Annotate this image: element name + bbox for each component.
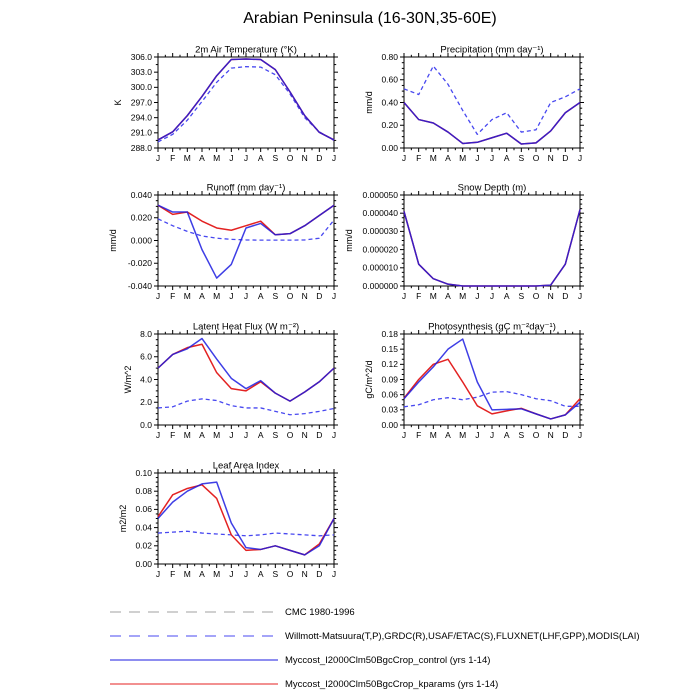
x-tick-label: N xyxy=(547,430,554,440)
legend-label-kparams: Myccost_I2000Clm50BgcCrop_kparams (yrs 1-14) xyxy=(285,679,499,690)
x-tick-label: D xyxy=(316,291,323,301)
x-tick-label: M xyxy=(183,153,191,163)
series-line-obs xyxy=(404,66,580,134)
y-axis-label: m2/m2 xyxy=(118,504,128,533)
series-line-control xyxy=(158,205,334,278)
x-tick-label: A xyxy=(257,291,264,301)
panel-temperature xyxy=(113,45,338,164)
series-line-control xyxy=(158,482,334,555)
series-line-obs xyxy=(158,67,334,142)
x-tick-label: J xyxy=(331,569,337,579)
legend xyxy=(110,607,640,690)
plot-frame xyxy=(158,334,334,425)
x-tick-label: J xyxy=(475,291,480,301)
y-tick-label: 0.02 xyxy=(135,540,152,551)
legend-item-kparams xyxy=(110,679,498,690)
series-line-obs xyxy=(158,399,334,415)
y-tick-label: 0.18 xyxy=(381,328,398,339)
x-tick-label: N xyxy=(547,291,554,301)
y-tick-label: 0.000050 xyxy=(362,189,398,200)
x-tick-label: J xyxy=(229,430,234,440)
x-tick-label: M xyxy=(183,569,191,579)
plot-frame xyxy=(404,334,580,425)
y-tick-label: 0.00 xyxy=(381,419,398,430)
panel-leaf-area-index xyxy=(118,461,338,580)
y-tick-label: 303.0 xyxy=(130,66,152,77)
x-tick-label: J xyxy=(489,430,495,440)
x-tick-label: J xyxy=(489,291,495,301)
y-tick-label: 288.0 xyxy=(130,142,152,153)
x-tick-label: M xyxy=(213,430,221,440)
x-tick-label: J xyxy=(331,430,337,440)
x-tick-label: J xyxy=(229,291,234,301)
y-axis-label: gC/m^2/d xyxy=(364,360,374,399)
x-tick-label: O xyxy=(286,291,294,301)
panel-snow-depth xyxy=(344,183,584,302)
panel-title: Photosynthesis (gC m⁻²day⁻¹) xyxy=(428,321,556,333)
x-tick-label: F xyxy=(416,153,422,163)
x-tick-label: J xyxy=(577,291,583,301)
x-tick-label: J xyxy=(155,291,161,301)
plot-frame xyxy=(158,57,334,148)
x-tick-label: M xyxy=(459,291,467,301)
x-tick-label: M xyxy=(429,291,437,301)
x-tick-label: N xyxy=(301,291,308,301)
panel-photosynthesis xyxy=(364,322,584,441)
y-tick-label: 0.09 xyxy=(381,374,398,385)
y-tick-label: 4.0 xyxy=(140,374,152,385)
x-tick-label: N xyxy=(301,430,308,440)
x-tick-label: A xyxy=(503,291,510,301)
x-tick-label: J xyxy=(401,291,407,301)
x-tick-label: A xyxy=(503,430,510,440)
x-tick-label: S xyxy=(272,430,279,440)
x-tick-label: F xyxy=(416,291,422,301)
y-axis-label: mm/d xyxy=(364,91,374,114)
x-tick-label: M xyxy=(213,291,221,301)
x-tick-label: A xyxy=(445,291,451,301)
y-tick-label: 0.10 xyxy=(135,467,152,478)
y-tick-label: 0.000030 xyxy=(362,226,398,237)
panel-latent-heat-flux xyxy=(123,322,338,441)
x-tick-label: S xyxy=(272,291,279,301)
y-tick-label: 0.00 xyxy=(135,558,152,569)
x-tick-label: J xyxy=(331,291,337,301)
x-tick-label: S xyxy=(272,153,279,163)
x-tick-label: J xyxy=(475,153,480,163)
x-tick-label: A xyxy=(199,569,205,579)
y-tick-label: -0.020 xyxy=(127,258,152,269)
y-tick-label: 306.0 xyxy=(130,51,152,62)
x-tick-label: A xyxy=(257,569,264,579)
panel-runoff xyxy=(108,183,338,302)
y-tick-label: 0.06 xyxy=(135,504,152,515)
x-tick-label: F xyxy=(170,153,176,163)
y-tick-label: 297.0 xyxy=(130,97,152,108)
x-tick-label: J xyxy=(229,153,234,163)
x-tick-label: O xyxy=(532,291,540,301)
x-tick-label: J xyxy=(243,291,249,301)
x-tick-label: S xyxy=(518,291,525,301)
x-tick-label: J xyxy=(489,153,495,163)
y-tick-label: 0.00 xyxy=(381,142,398,153)
x-tick-label: S xyxy=(518,153,525,163)
y-tick-label: 0.000000 xyxy=(362,280,398,291)
axis-ticks xyxy=(154,469,338,568)
y-tick-label: 0.000040 xyxy=(362,208,398,218)
legend-item-control xyxy=(110,655,490,666)
x-tick-label: M xyxy=(213,569,221,579)
x-tick-label: M xyxy=(459,153,467,163)
y-tick-label: 0.000 xyxy=(130,235,152,246)
series-line-kparams xyxy=(404,210,580,286)
y-tick-label: 0.04 xyxy=(135,522,152,533)
x-tick-label: D xyxy=(562,291,569,301)
y-tick-label: 0.20 xyxy=(381,120,398,131)
y-tick-label: 0.000010 xyxy=(362,262,398,273)
x-tick-label: D xyxy=(316,153,323,163)
x-tick-label: A xyxy=(199,291,205,301)
x-tick-label: J xyxy=(401,430,407,440)
x-tick-label: F xyxy=(416,430,422,440)
series-line-control xyxy=(404,103,580,145)
x-tick-label: J xyxy=(155,153,161,163)
x-tick-label: O xyxy=(532,430,540,440)
y-tick-label: 2.0 xyxy=(140,397,152,408)
legend-label-obs: Willmott-Matsuura(T,P),GRDC(R),USAF/ETAC(S),FLUXNET(LHF,GPP),MODIS(LAI) xyxy=(285,631,640,642)
y-axis-label: mm/d xyxy=(344,229,354,252)
y-tick-label: 8.0 xyxy=(140,328,152,339)
x-tick-label: J xyxy=(243,569,249,579)
series-line-obs xyxy=(404,392,580,407)
y-tick-label: 300.0 xyxy=(130,82,152,93)
y-tick-label: 0.80 xyxy=(381,51,398,62)
x-tick-label: A xyxy=(257,430,264,440)
legend-label-cmc: CMC 1980-1996 xyxy=(285,607,355,618)
series-line-control xyxy=(404,210,580,286)
y-tick-label: 294.0 xyxy=(130,112,152,123)
axis-ticks xyxy=(400,191,584,290)
x-tick-label: D xyxy=(316,430,323,440)
series-line-control xyxy=(158,59,334,140)
x-tick-label: F xyxy=(170,569,176,579)
x-tick-label: N xyxy=(547,153,554,163)
x-tick-label: J xyxy=(577,430,583,440)
x-tick-label: M xyxy=(459,430,467,440)
y-tick-label: 0.40 xyxy=(381,97,398,108)
x-tick-label: J xyxy=(331,153,337,163)
panel-title: 2m Air Temperature (°K) xyxy=(195,44,297,56)
series-line-kparams xyxy=(158,344,334,401)
x-tick-label: N xyxy=(301,153,308,163)
x-tick-label: A xyxy=(445,430,451,440)
x-tick-label: O xyxy=(532,153,540,163)
x-tick-label: N xyxy=(301,569,308,579)
x-tick-label: A xyxy=(257,153,264,163)
x-tick-label: F xyxy=(170,430,176,440)
x-tick-label: M xyxy=(429,430,437,440)
x-tick-label: F xyxy=(170,291,176,301)
axis-ticks xyxy=(154,53,338,152)
series-line-control xyxy=(158,339,334,402)
plot-frame xyxy=(404,195,580,286)
x-tick-label: J xyxy=(155,569,161,579)
axis-ticks xyxy=(154,330,338,429)
y-tick-label: 0.020 xyxy=(130,212,152,223)
x-tick-label: J xyxy=(475,430,480,440)
series-line-kparams xyxy=(158,59,334,140)
panel-title: Precipitation (mm day⁻¹) xyxy=(440,44,544,56)
y-tick-label: 0.15 xyxy=(381,343,398,354)
y-axis-label: W/m^2 xyxy=(123,365,133,394)
x-tick-label: A xyxy=(199,153,205,163)
x-tick-label: S xyxy=(272,569,279,579)
x-tick-label: O xyxy=(286,569,294,579)
x-tick-label: J xyxy=(401,153,407,163)
y-tick-label: -0.040 xyxy=(127,280,152,291)
x-tick-label: J xyxy=(229,569,234,579)
panel-title: Snow Depth (m) xyxy=(457,182,527,194)
y-tick-label: 0.06 xyxy=(381,389,398,400)
y-tick-label: 0.08 xyxy=(135,486,152,496)
series-line-obs xyxy=(158,531,334,536)
figure-title: Arabian Peninsula (16-30N,35-60E) xyxy=(243,10,497,27)
legend-label-control: Myccost_I2000Clm50BgcCrop_control (yrs 1-14) xyxy=(285,655,491,666)
x-tick-label: M xyxy=(429,153,437,163)
x-tick-label: J xyxy=(243,153,249,163)
panel-title: Runoff (mm day⁻¹) xyxy=(206,182,286,194)
x-tick-label: A xyxy=(445,153,451,163)
x-tick-label: A xyxy=(199,430,205,440)
x-tick-label: O xyxy=(286,153,294,163)
x-tick-label: J xyxy=(577,153,583,163)
y-tick-label: 0.03 xyxy=(381,404,398,415)
series-line-control xyxy=(404,339,580,419)
legend-item-obs xyxy=(110,631,640,642)
x-tick-label: M xyxy=(183,430,191,440)
y-tick-label: 0.12 xyxy=(381,359,398,370)
y-tick-label: 0.60 xyxy=(381,74,398,85)
x-tick-label: M xyxy=(183,291,191,301)
x-tick-label: J xyxy=(243,430,249,440)
panel-title: Latent Heat Flux (W m⁻²) xyxy=(192,321,300,333)
x-tick-label: S xyxy=(518,430,525,440)
x-tick-label: M xyxy=(213,153,221,163)
y-tick-label: 6.0 xyxy=(140,351,152,362)
x-tick-label: D xyxy=(316,569,323,579)
x-tick-label: O xyxy=(286,430,294,440)
y-axis-label: K xyxy=(113,99,123,106)
y-tick-label: 0.000020 xyxy=(362,244,398,255)
x-tick-label: D xyxy=(562,430,569,440)
y-tick-label: 0.0 xyxy=(140,419,152,430)
panel-title: Leaf Area Index xyxy=(212,460,280,472)
legend-item-cmc xyxy=(110,607,355,618)
x-tick-label: J xyxy=(155,430,161,440)
y-axis-label: mm/d xyxy=(108,229,118,252)
panel-precipitation xyxy=(364,45,584,164)
y-tick-label: 0.040 xyxy=(130,189,152,200)
x-tick-label: D xyxy=(562,153,569,163)
x-tick-label: A xyxy=(503,153,510,163)
y-tick-label: 291.0 xyxy=(130,127,152,138)
series-line-kparams xyxy=(158,485,334,555)
